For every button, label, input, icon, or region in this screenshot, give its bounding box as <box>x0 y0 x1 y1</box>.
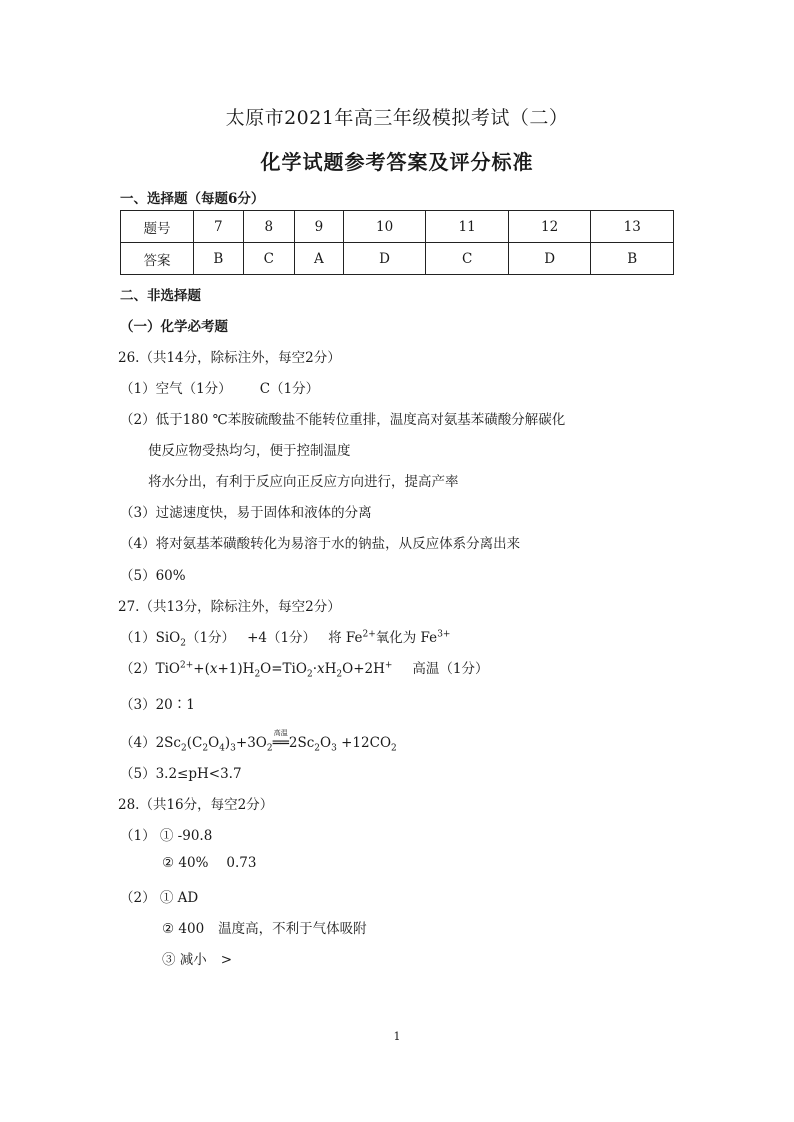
table-cell: 10 <box>343 211 426 243</box>
formula-superscript: 2+ <box>362 629 376 640</box>
q27-header: 27.（共13分，除标注外，每空2分） <box>118 599 341 615</box>
q28-answer-2-2b: 温度高，不利于气体吸附 <box>218 921 367 937</box>
formula-subscript: 2 <box>306 669 313 680</box>
q27-answer-1c: 将 Fe <box>328 630 363 646</box>
q27-answer-1-prefix: （1） <box>120 630 156 646</box>
table-cell: A <box>295 243 344 275</box>
q27-answer-1-score: （1分） <box>185 630 236 646</box>
q26-answer-2-line3: 将水分出，有利于反应向正反应方向进行，提高产率 <box>148 474 459 490</box>
q28-answer-2-1: （2） ① AD <box>120 890 199 906</box>
formula-subscript: 2 <box>391 743 397 754</box>
formula-sio2 <box>155 630 186 649</box>
formula-variable: x <box>209 661 218 677</box>
table-cell: B <box>591 243 674 275</box>
formula-text: O <box>208 735 220 751</box>
table-cell: 13 <box>591 211 674 243</box>
table-cell: D <box>343 243 426 275</box>
document-subtitle: 化学试题参考答案及评分标准 <box>260 150 534 174</box>
formula-subscript: 3 <box>331 743 337 754</box>
formula-text: (C <box>186 735 203 751</box>
formula-text: ) <box>224 735 231 751</box>
reaction-condition-label: 高温 <box>273 729 288 737</box>
formula-text: +12CO <box>336 735 392 751</box>
section-heading-nonchoice: 二、非选择题 <box>120 288 201 304</box>
formula-text: · <box>312 661 317 677</box>
table-cell: 8 <box>243 211 294 243</box>
q27-answer-1b: +4（1分） <box>247 630 317 646</box>
q28-answer-1-1: （1） ① -90.8 <box>120 828 213 844</box>
formula-superscript: + <box>384 660 393 671</box>
reaction-condition-arrow <box>272 729 289 751</box>
formula-subscript: 2 <box>202 743 209 754</box>
q27-answer-1d: 氧化为 Fe <box>375 630 438 646</box>
q27-answer-2 <box>120 657 489 680</box>
table-cell: 7 <box>194 211 244 243</box>
formula-subscript: 2 <box>336 669 343 680</box>
q27-answer-3: （3）20∶1 <box>120 697 195 713</box>
page-number: 1 <box>393 1030 401 1043</box>
formula-superscript: 3+ <box>437 629 451 640</box>
formula-subscript: 2 <box>180 638 186 649</box>
table-cell: 9 <box>295 211 344 243</box>
formula-subscript: 4 <box>219 743 225 754</box>
formula-subscript: 2 <box>266 743 273 754</box>
q26-answer-1 <box>120 377 319 397</box>
answer-table <box>120 210 674 275</box>
formula-subscript: 3 <box>230 743 236 754</box>
formula-text: O <box>320 735 332 751</box>
formula-text: O+2H <box>342 661 385 677</box>
table-cell: B <box>194 243 244 275</box>
table-cell: D <box>508 243 591 275</box>
q28-header: 28.（共16分，每空2分） <box>118 797 274 813</box>
subsection-heading: （一）化学必考题 <box>120 319 228 335</box>
table-cell: 11 <box>426 211 509 243</box>
q28-answer-2-2a: ② 400 <box>162 921 205 937</box>
formula-variable: x <box>316 661 325 677</box>
q27-answer-1 <box>120 626 451 649</box>
q26-answer-2-line2: 使反应物受热均匀，便于控制温度 <box>148 443 351 459</box>
q26-answer-2: （2）低于180 ℃苯胺硫酸盐不能转位重排，温度高对氨基苯磺酸分解碳化 <box>120 412 566 428</box>
q28-answer-2-2 <box>162 917 367 937</box>
q27-answer-4 <box>120 729 397 754</box>
q28-answer-1-2a: ② 40% <box>162 855 209 871</box>
formula-text: +( <box>193 661 210 677</box>
table-row-numbers <box>121 211 674 243</box>
equals-sign: ══ <box>272 735 289 751</box>
q28-answer-1-2b: 0.73 <box>226 855 257 871</box>
formula-text: +3O <box>235 735 267 751</box>
formula-superscript: 2+ <box>179 660 194 671</box>
table-cell: C <box>426 243 509 275</box>
q28-answer-2-3 <box>162 948 232 968</box>
formula-subscript: 2 <box>314 743 321 754</box>
formula-text: O=TiO <box>260 661 307 677</box>
q26-answer-1a: （1）空气（1分） <box>120 381 232 397</box>
formula-text: （4）2Sc <box>120 735 181 751</box>
formula-text: H <box>324 661 337 677</box>
q26-answer-3: （3）过滤速度快，易于固体和液体的分离 <box>120 505 372 521</box>
q28-answer-1-2 <box>162 855 256 871</box>
q26-answer-1b: C（1分） <box>259 381 320 397</box>
formula-text: （2）TiO <box>120 661 180 677</box>
formula-subscript: 2 <box>254 669 261 680</box>
table-header-cell: 题号 <box>121 211 194 243</box>
table-header-cell: 答案 <box>121 243 194 275</box>
table-cell: C <box>243 243 294 275</box>
formula-text: 2Sc <box>288 735 315 751</box>
formula-subscript: 2 <box>181 743 187 754</box>
document-title: 太原市2021年高三年级模拟考试（二） <box>225 107 569 129</box>
q28-answer-2-3b: > <box>220 952 233 968</box>
formula-text: SiO <box>155 630 181 646</box>
q26-answer-5: （5）60% <box>120 568 186 584</box>
q26-header: 26.（共14分，除标注外，每空2分） <box>118 350 341 366</box>
section-heading-choice: 一、选择题（每题6分） <box>120 191 265 207</box>
q26-answer-4: （4）将对氨基苯磺酸转化为易溶于水的钠盐，从反应体系分离出来 <box>120 536 521 552</box>
formula-text: +1)H <box>217 661 255 677</box>
table-cell: 12 <box>508 211 591 243</box>
q27-answer-2-condition: 高温（1分） <box>412 661 489 677</box>
q27-answer-5: （5）3.2≤pH<3.7 <box>120 766 242 782</box>
q28-answer-2-3a: ③ 减小 <box>162 952 207 968</box>
table-row-answers <box>121 243 674 275</box>
